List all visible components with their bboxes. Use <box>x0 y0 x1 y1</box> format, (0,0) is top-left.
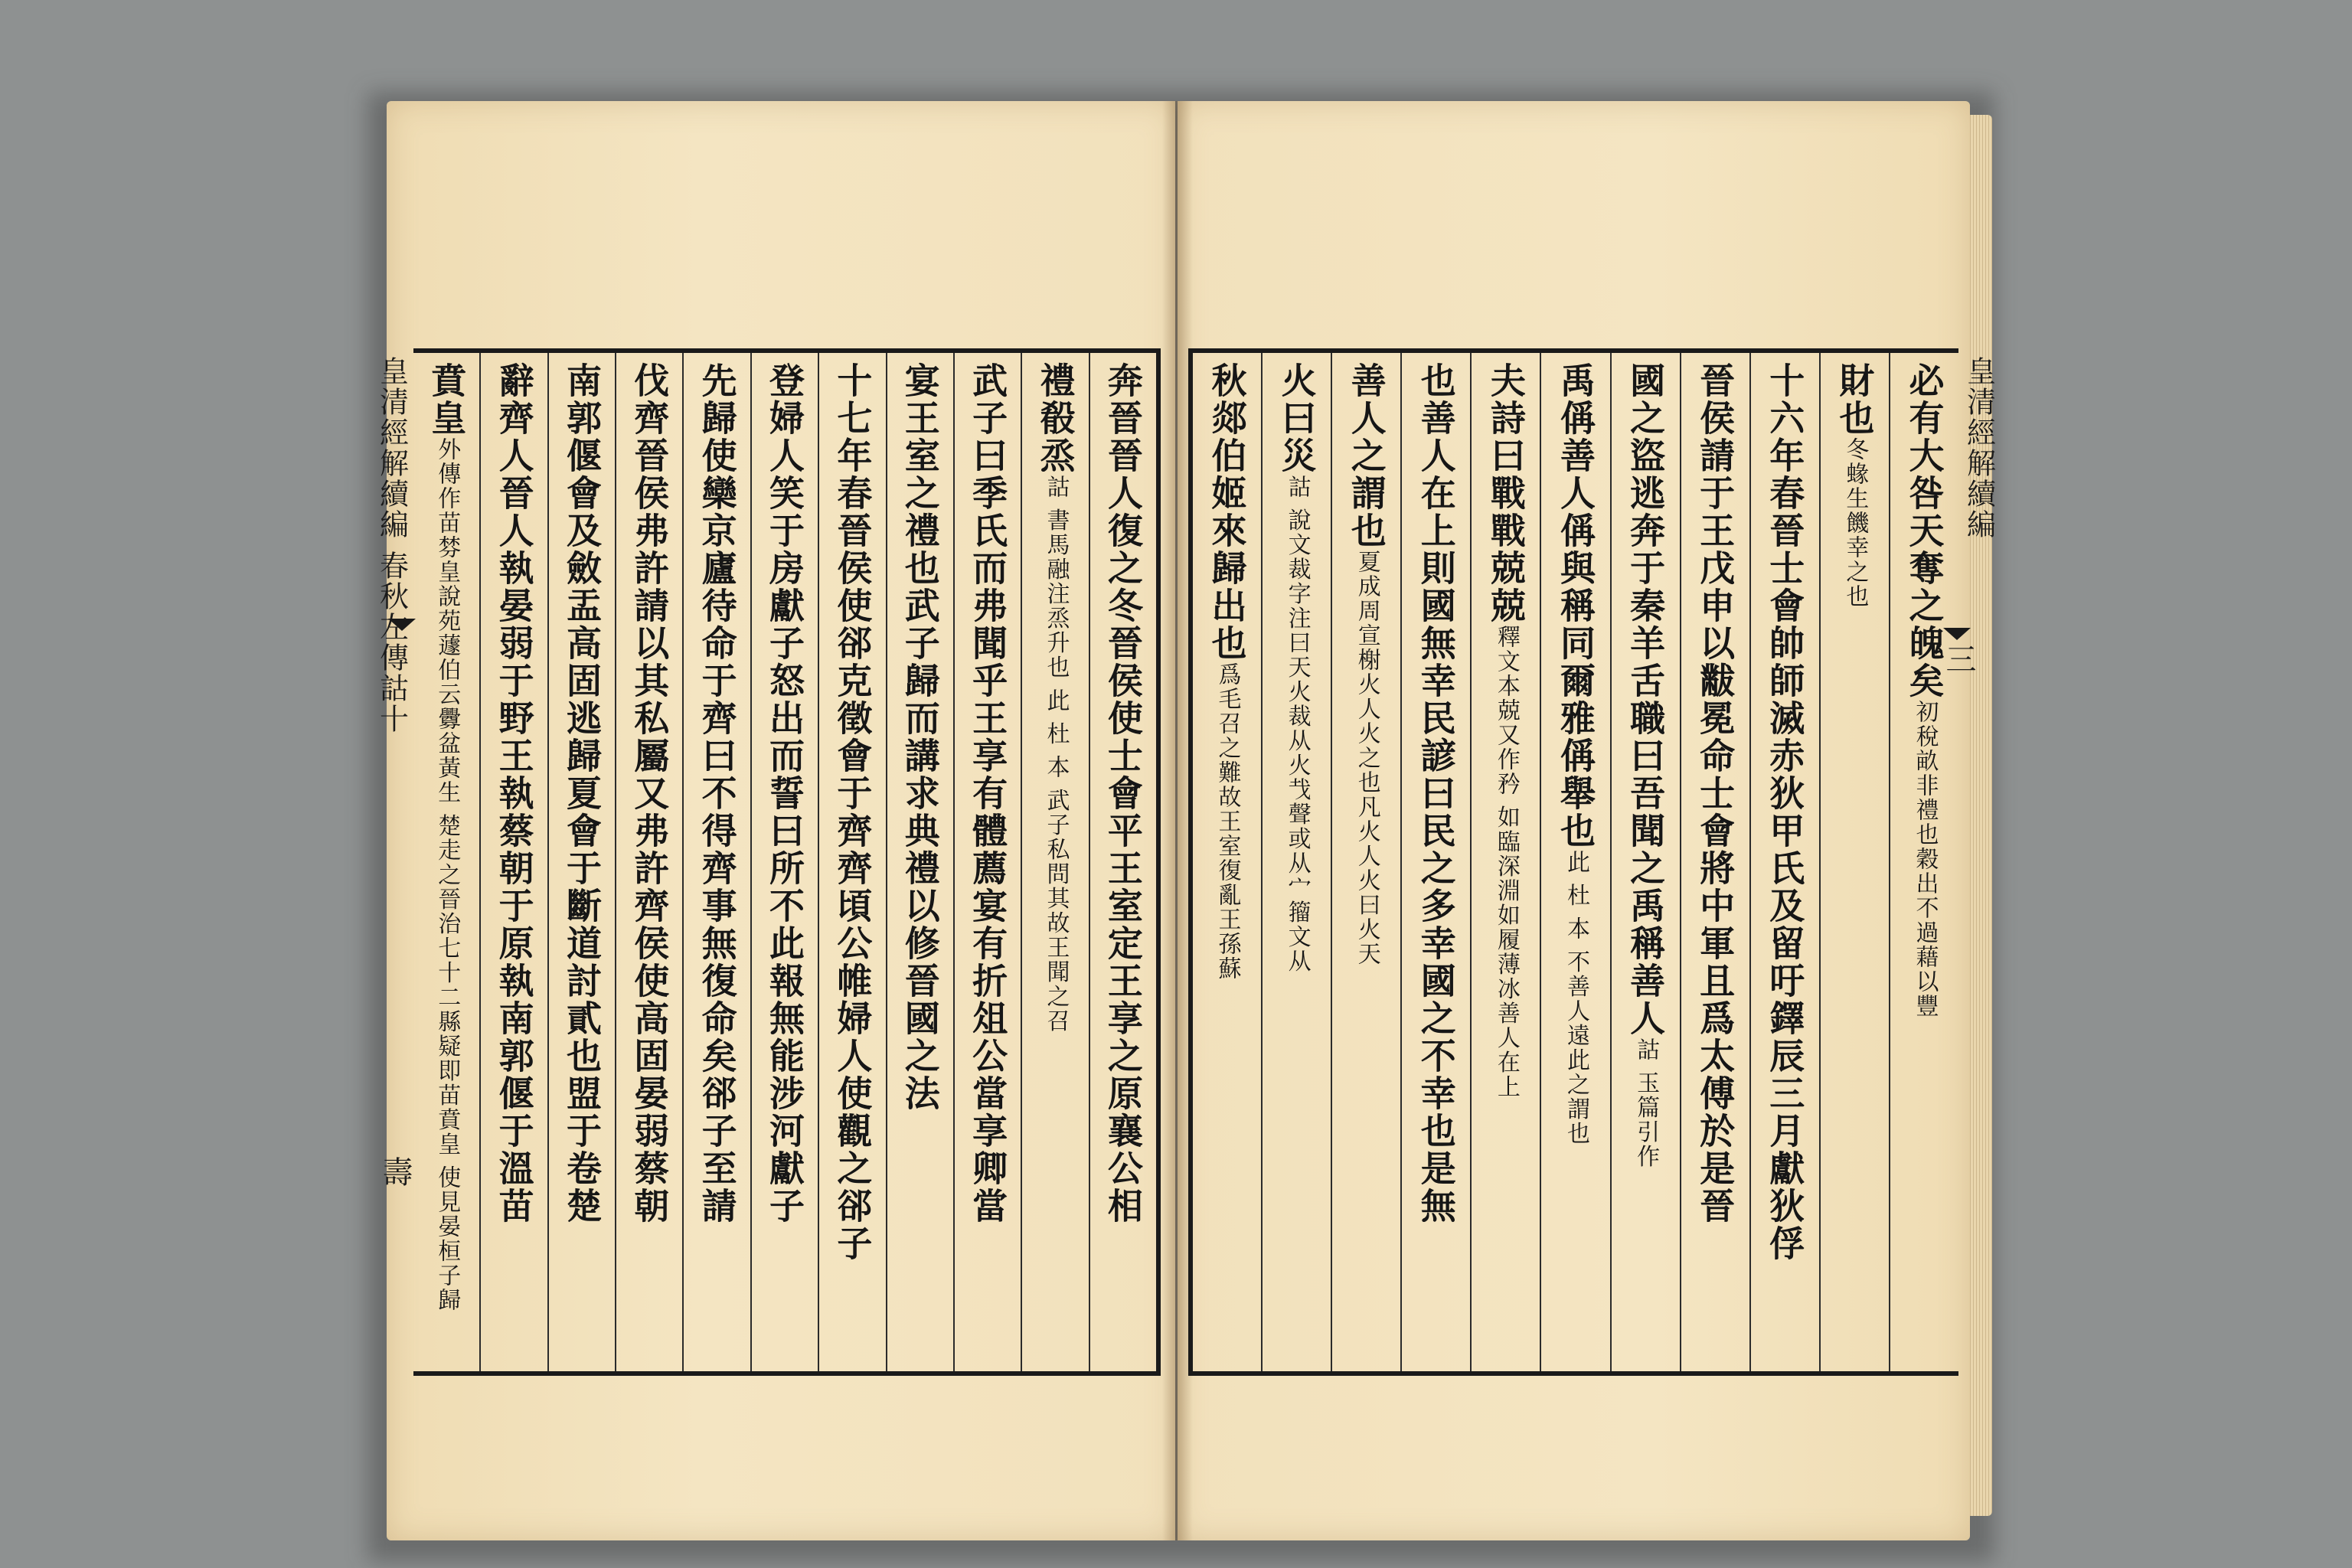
left-main-text: 登婦人笑于房獻子怒出而誓曰所不此報無能涉河獻子 <box>764 362 806 1225</box>
left-column <box>953 353 1021 1371</box>
left-main-text: 禮殽烝 <box>1034 362 1076 475</box>
right-main-text: 火曰災 <box>1276 362 1318 475</box>
right-annotation: 冬蝝生饑幸之也 <box>1841 437 1869 609</box>
left-main-text: 武子曰季氏而弗聞乎王享有體薦宴有折俎公當享卿當 <box>967 362 1009 1225</box>
right-main-text: 善人之謂也 <box>1345 362 1387 550</box>
left-column-text <box>764 362 806 1371</box>
right-column <box>1470 353 1540 1371</box>
left-annotation: 詁 書馬融注烝升也 此 杜 本 武子私問其故王聞之召 <box>1042 475 1070 1034</box>
left-column <box>818 353 885 1371</box>
right-main-text: 國之盜逃奔于秦羊舌職曰吾聞之禹稱善人 <box>1625 362 1667 1037</box>
right-spine-strip <box>1951 348 2007 1382</box>
left-column-text <box>1034 362 1076 1371</box>
right-main-text: 十六年春晉士會帥師滅赤狄甲氏及留吁鐸辰三月獻狄俘 <box>1764 362 1806 1263</box>
right-column-text <box>1625 362 1667 1371</box>
right-main-text: 秋郯伯姬來歸出也 <box>1206 362 1248 662</box>
right-column <box>1400 353 1470 1371</box>
right-column <box>1610 353 1680 1371</box>
right-column <box>1819 353 1889 1371</box>
right-column-text <box>1206 362 1248 1371</box>
right-column-text <box>1764 362 1806 1371</box>
left-column-text <box>967 362 1009 1371</box>
right-column <box>1889 353 1958 1371</box>
left-column-text <box>1102 362 1144 1371</box>
right-spine-label: 皇清經解續編 <box>1962 356 1996 540</box>
left-main-text: 賁皇 <box>426 362 468 437</box>
left-main-text: 南郭偃會及斂盂高固逃歸夏會于斷道討貳也盟于卷楚 <box>560 362 603 1225</box>
left-column <box>413 353 479 1371</box>
right-column <box>1749 353 1819 1371</box>
right-page-number: 三 <box>1941 643 1976 674</box>
right-column-text <box>1694 362 1736 1371</box>
left-column <box>1021 353 1088 1371</box>
right-annotation: 爲毛召之難故王室復亂王孫蘇 <box>1214 662 1241 981</box>
right-column-text <box>1276 362 1318 1371</box>
left-fishtail-mark <box>388 619 416 631</box>
left-column <box>615 353 682 1371</box>
right-columns <box>1193 353 1958 1371</box>
right-annotation: 夏成周宣榭火人火之也凡火人火曰火天 <box>1353 550 1380 966</box>
right-main-text: 禹偁善人偁與稱同爾雅偁舉也 <box>1554 362 1596 850</box>
left-column-text <box>629 362 671 1371</box>
right-column-text <box>1485 362 1527 1371</box>
right-column <box>1540 353 1609 1371</box>
left-column-text <box>696 362 738 1371</box>
left-column-text <box>493 362 535 1371</box>
right-annotation: 此 杜 本 不善人遠此之謂也 <box>1562 850 1589 1146</box>
left-main-text: 奔晉晉人復之冬晉侯使士會平王室定王享之原襄公相 <box>1102 362 1144 1225</box>
right-main-text: 晉侯請于王戊申以黻冕命士會將中軍且爲太傅於是晉 <box>1694 362 1736 1225</box>
right-annotation: 釋文本兢又作矜 如臨深淵如履薄冰善人在上 <box>1492 625 1520 1099</box>
right-column <box>1261 353 1331 1371</box>
right-column-text <box>1415 362 1457 1371</box>
right-main-text: 財也 <box>1834 362 1876 437</box>
left-column-text <box>426 362 468 1371</box>
left-column <box>479 353 547 1371</box>
right-annotation: 初稅畝非禮也穀出不過藉以豐 <box>1911 700 1939 1018</box>
right-fishtail-mark <box>1943 628 1971 640</box>
left-column <box>547 353 615 1371</box>
left-spine-strip <box>364 348 420 1382</box>
left-main-text: 辭齊人晉人執晏弱于野王執蔡朝于原執南郭偃于溫苗 <box>493 362 535 1225</box>
left-text-frame <box>413 348 1161 1376</box>
left-annotation: 外傳作苗棼皇說苑蘧伯云釁盆黃生 楚走之晉治七十二縣疑即苗賁皇 使見晏桓子歸 <box>433 437 461 1313</box>
left-column <box>1089 353 1156 1371</box>
left-main-text: 十七年春晉侯使郤克徵會于齊齊頃公帷婦人使觀之郤子 <box>831 362 874 1263</box>
right-column-text <box>1554 362 1596 1371</box>
left-column <box>886 353 953 1371</box>
left-column-text <box>831 362 874 1371</box>
left-main-text: 宴王室之禮也武子歸而講求典禮以修晉國之法 <box>899 362 941 1112</box>
left-spine-label: 皇清經解續編 春秋左傳詁十 <box>374 356 409 735</box>
right-column-text <box>1903 362 1945 1371</box>
right-main-text: 也善人在上則國無幸民諺曰民之多幸國之不幸也是無 <box>1415 362 1457 1225</box>
right-column <box>1331 353 1400 1371</box>
left-main-text: 伐齊晉侯弗許請以其私屬又弗許齊侯使高固晏弱蔡朝 <box>629 362 671 1225</box>
left-column-text <box>899 362 941 1371</box>
right-column <box>1193 353 1261 1371</box>
left-page-number: 壽 <box>377 1156 413 1187</box>
left-columns <box>413 353 1156 1371</box>
right-column-text <box>1345 362 1387 1371</box>
right-main-text: 夫詩曰戰戰兢兢 <box>1485 362 1527 625</box>
right-main-text: 必有大咎天奪之魄矣 <box>1903 362 1945 700</box>
right-annotation: 詁 說文裁字注曰天火裁从火𢦏聲或从宀籀文从 <box>1283 475 1311 974</box>
left-column <box>750 353 818 1371</box>
right-annotation: 詁 玉篇引作 <box>1632 1037 1660 1169</box>
right-column <box>1680 353 1749 1371</box>
left-column-text <box>560 362 603 1371</box>
right-column-text <box>1834 362 1876 1371</box>
right-text-frame <box>1188 348 1958 1376</box>
left-column <box>682 353 750 1371</box>
left-main-text: 先歸使欒京廬待命于齊曰不得齊事無復命矣郤子至請 <box>696 362 738 1225</box>
